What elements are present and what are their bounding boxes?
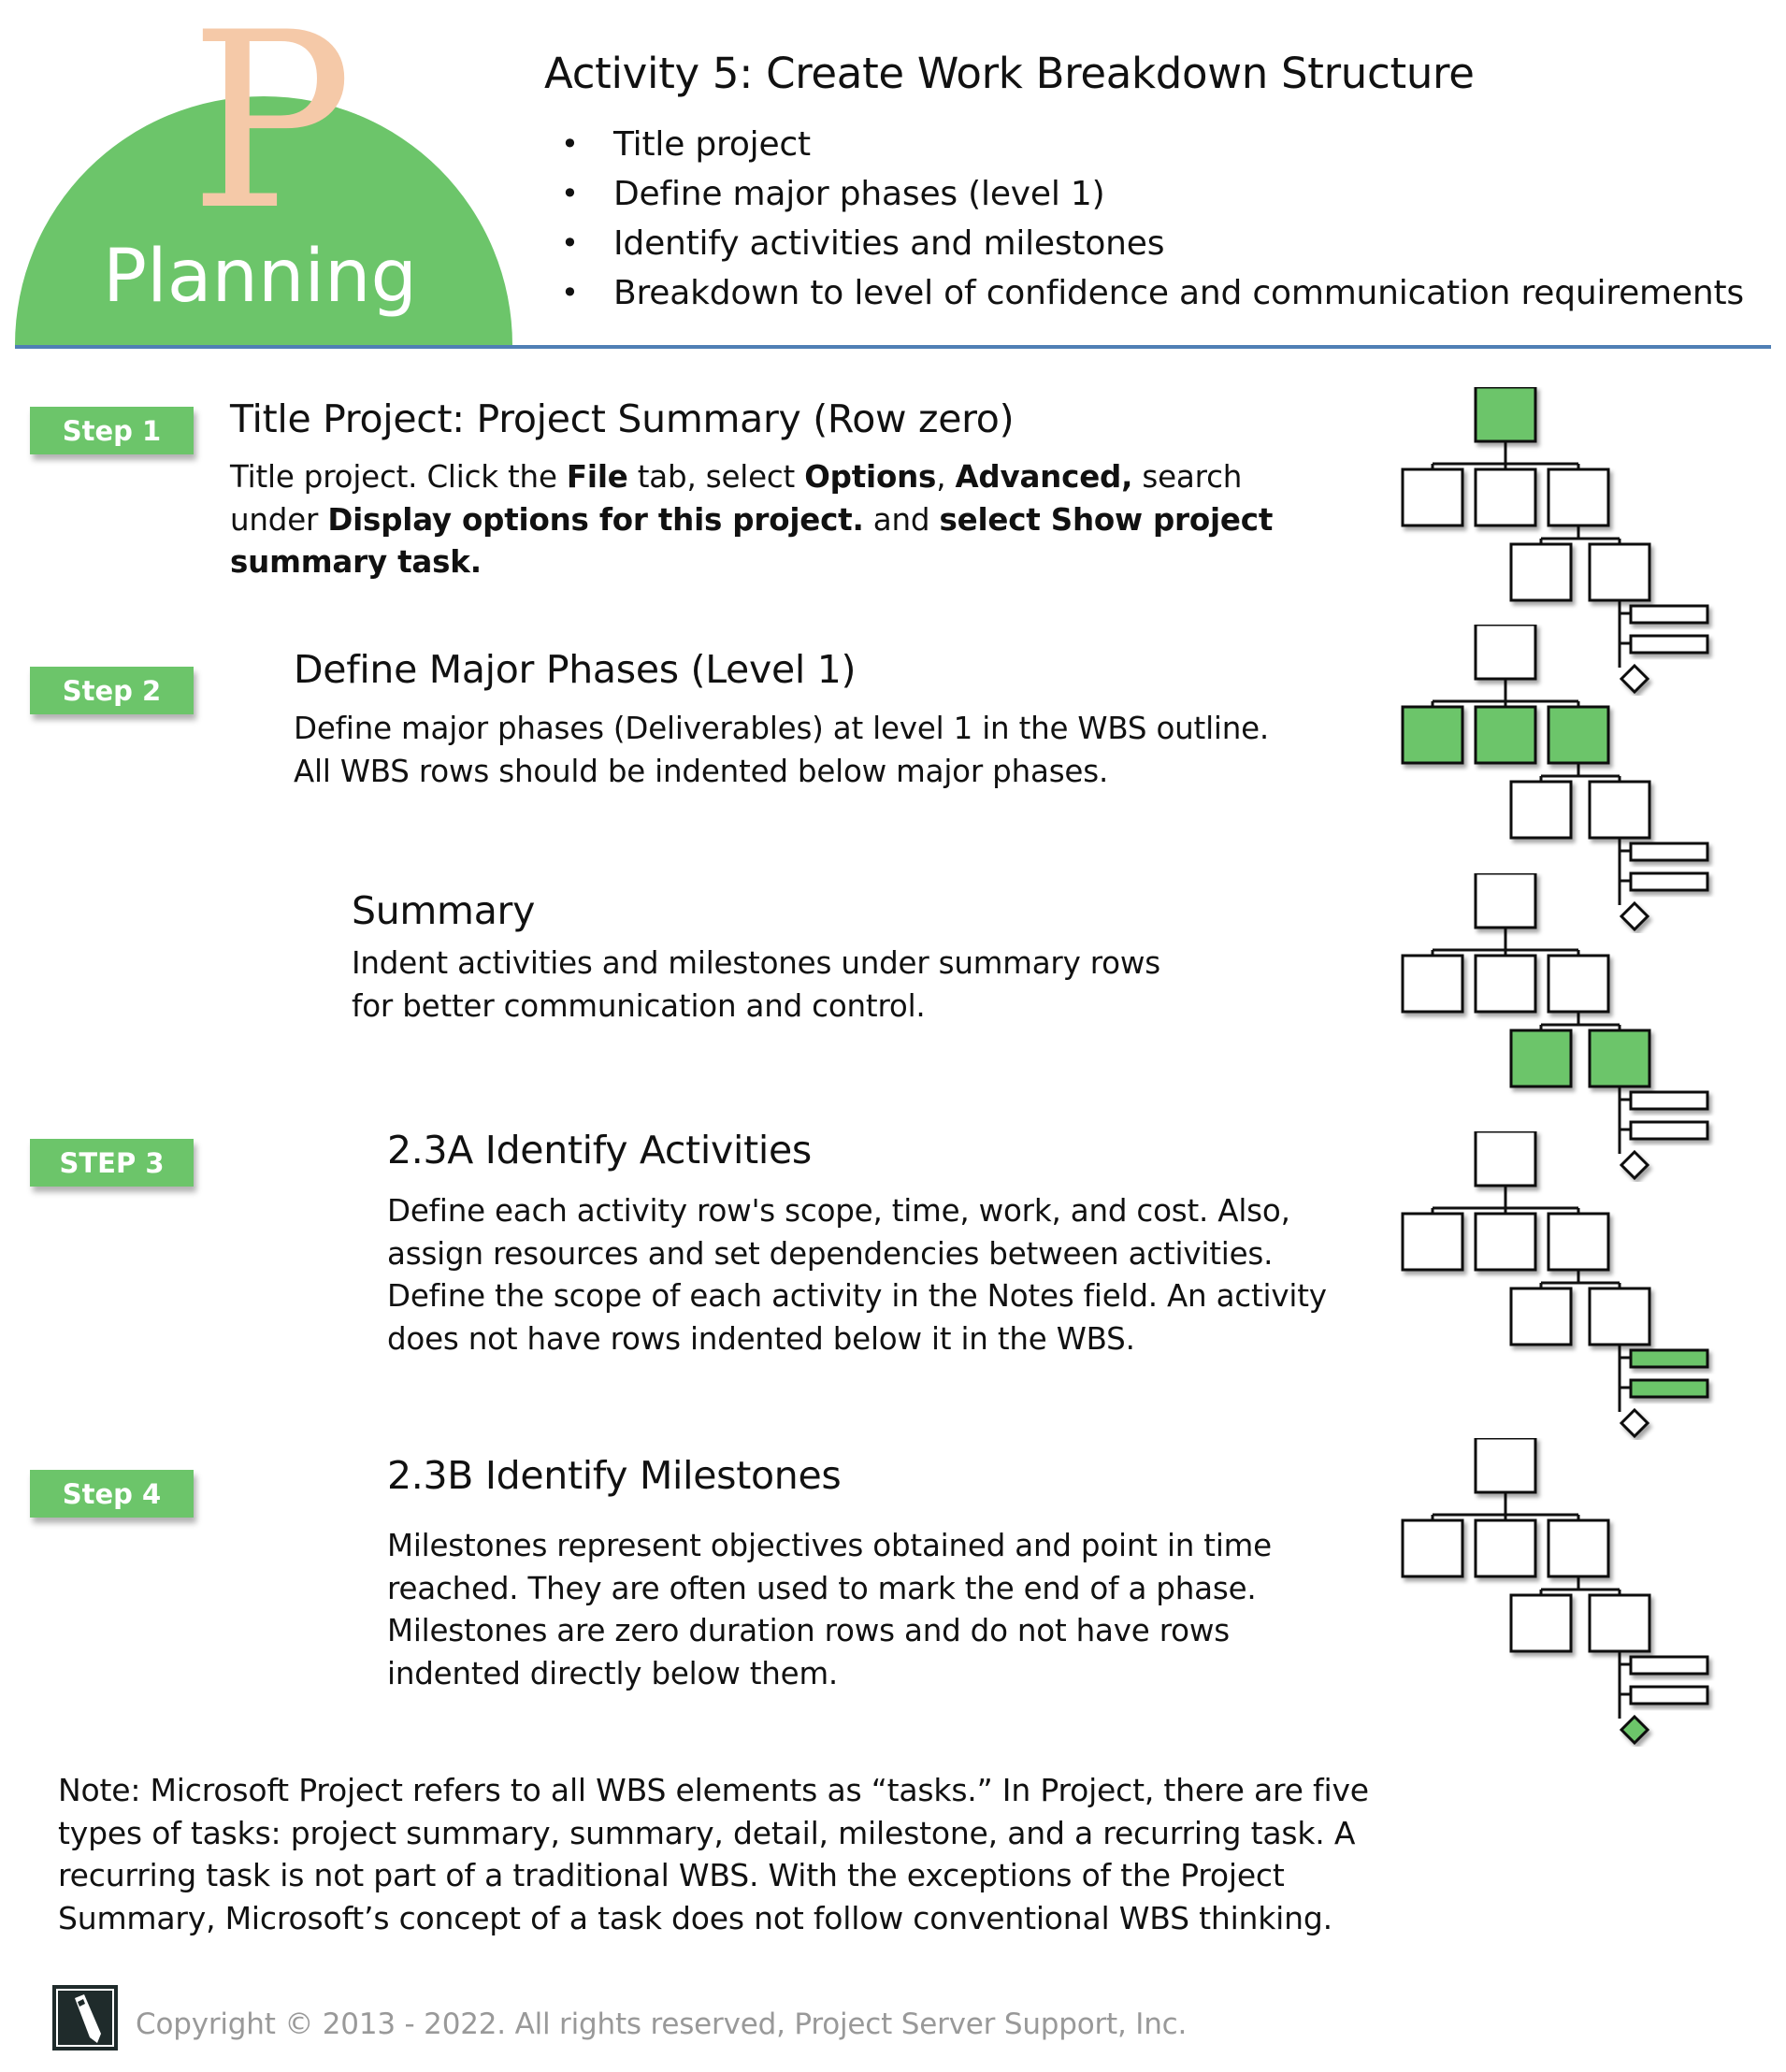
wbs-project-summary-box — [1476, 625, 1535, 679]
wbs-connector — [1620, 1345, 1631, 1412]
wbs-phase-box — [1476, 956, 1535, 1012]
wbs-summary-box — [1590, 544, 1649, 600]
wbs-activity-bar — [1631, 1687, 1707, 1704]
wbs-connector — [1433, 928, 1578, 956]
step-1-body: Title project. Click the File tab, select Options, Advanced, search under Display options for this project. and select Show project summary task. — [230, 459, 1274, 580]
wbs-phase-box — [1403, 1520, 1462, 1576]
wbs-phase-box — [1476, 707, 1535, 763]
objective-item: • Title project — [561, 120, 1744, 169]
wbs-activity-bar — [1631, 606, 1707, 623]
summary-title: Summary — [352, 888, 536, 933]
logo-word: Planning — [103, 235, 417, 319]
logo-letter: P — [189, 0, 353, 264]
step-4-title: 2.3B Identify Milestones — [387, 1453, 842, 1498]
wbs-summary-box — [1590, 1595, 1649, 1651]
summary-body: Indent activities and milestones under summary rows for better communication and control. — [352, 945, 1160, 1024]
wbs-connector — [1433, 679, 1578, 707]
wbs-activity-bar — [1631, 843, 1707, 860]
wbs-activity-bar — [1631, 1657, 1707, 1674]
wbs-summary-box — [1590, 1030, 1649, 1086]
wbs-phase-box — [1403, 707, 1462, 763]
wbs-milestone-diamond — [1621, 1410, 1648, 1436]
wbs-milestone-diamond — [1621, 1717, 1648, 1743]
objective-item: • Define major phases (level 1) — [561, 169, 1744, 219]
wbs-phase-box — [1548, 1520, 1608, 1576]
wbs-activity-bar — [1631, 1092, 1707, 1109]
step-4-badge: Step 4 — [30, 1470, 194, 1518]
step-4-body: Milestones represent objectives obtained and point in time reached. They are often used to mark the end of a phase. Milestones are zero duration rows and do not have rows indented directly below them. — [387, 1528, 1272, 1691]
pen-logo-icon — [52, 1985, 118, 2050]
wbs-project-summary-box — [1476, 873, 1535, 928]
wbs-project-summary-box — [1476, 387, 1535, 441]
step-3-badge: STEP 3 — [30, 1139, 194, 1187]
wbs-summary-box — [1590, 1288, 1649, 1345]
step-1-title: Title Project: Project Summary (Row zero) — [230, 396, 1015, 441]
objective-list — [561, 120, 1744, 318]
wbs-summary-box — [1511, 544, 1571, 600]
wbs-summary-box — [1511, 1030, 1571, 1086]
wbs-phase-box — [1548, 469, 1608, 525]
wbs-connector — [1541, 1576, 1620, 1595]
wbs-connector — [1541, 763, 1620, 782]
step-2-badge: Step 2 — [30, 667, 194, 714]
wbs-summary-box — [1511, 1595, 1571, 1651]
wbs-phase-box — [1403, 469, 1462, 525]
objective-item: • Breakdown to level of confidence and communication requirements — [561, 268, 1744, 318]
wbs-activity-bar — [1631, 1350, 1707, 1367]
wbs-diagram — [1393, 1438, 1721, 1747]
step-3-body: Define each activity row's scope, time, work, and cost. Also, assign resources and set dependencies between activities. Define the scope of each activity in the Notes field. An activity does not have rows indented below it in the WBS. — [387, 1193, 1327, 1357]
wbs-phase-box — [1476, 1520, 1535, 1576]
copyright-text: Copyright © 2013 - 2022. All rights reserved, Project Server Support, Inc. — [136, 2007, 1188, 2041]
wbs-connector — [1541, 1012, 1620, 1030]
wbs-phase-box — [1403, 956, 1462, 1012]
wbs-connector — [1541, 1270, 1620, 1288]
wbs-phase-box — [1403, 1214, 1462, 1270]
wbs-diagram — [1393, 1131, 1721, 1440]
note-paragraph: Note: Microsoft Project refers to all WBS elements as “tasks.” In Project, there are five types of tasks: project summary, summary, detail, milestone, and a recurring task. A recurring task is not part of a traditional WBS. With the exceptions of the Project Summary, Microsoft’s concept of a task does not follow conventional WBS thinking. — [58, 1772, 1369, 1936]
wbs-phase-box — [1476, 1214, 1535, 1270]
wbs-connector — [1433, 441, 1578, 469]
wbs-phase-box — [1548, 956, 1608, 1012]
wbs-summary-box — [1511, 782, 1571, 838]
wbs-phase-box — [1548, 1214, 1608, 1270]
wbs-phase-box — [1476, 469, 1535, 525]
wbs-project-summary-box — [1476, 1438, 1535, 1492]
wbs-activity-bar — [1631, 1380, 1707, 1397]
planning-logo — [0, 0, 524, 351]
step-3-title: 2.3A Identify Activities — [387, 1128, 812, 1173]
wbs-connector — [1433, 1492, 1578, 1520]
header-divider — [15, 345, 1771, 349]
page-title: Activity 5: Create Work Breakdown Structure — [544, 49, 1475, 98]
wbs-connector — [1620, 1651, 1631, 1719]
step-2-body: Define major phases (Deliverables) at level 1 in the WBS outline. All WBS rows should be indented below major phases. — [294, 711, 1270, 789]
wbs-connector — [1541, 525, 1620, 544]
wbs-phase-box — [1548, 707, 1608, 763]
step-1-badge: Step 1 — [30, 407, 194, 454]
wbs-summary-box — [1511, 1288, 1571, 1345]
wbs-connector — [1433, 1186, 1578, 1214]
step-2-title: Define Major Phases (Level 1) — [294, 647, 857, 692]
objective-item: • Identify activities and milestones — [561, 219, 1744, 268]
wbs-summary-box — [1590, 782, 1649, 838]
wbs-project-summary-box — [1476, 1131, 1535, 1186]
